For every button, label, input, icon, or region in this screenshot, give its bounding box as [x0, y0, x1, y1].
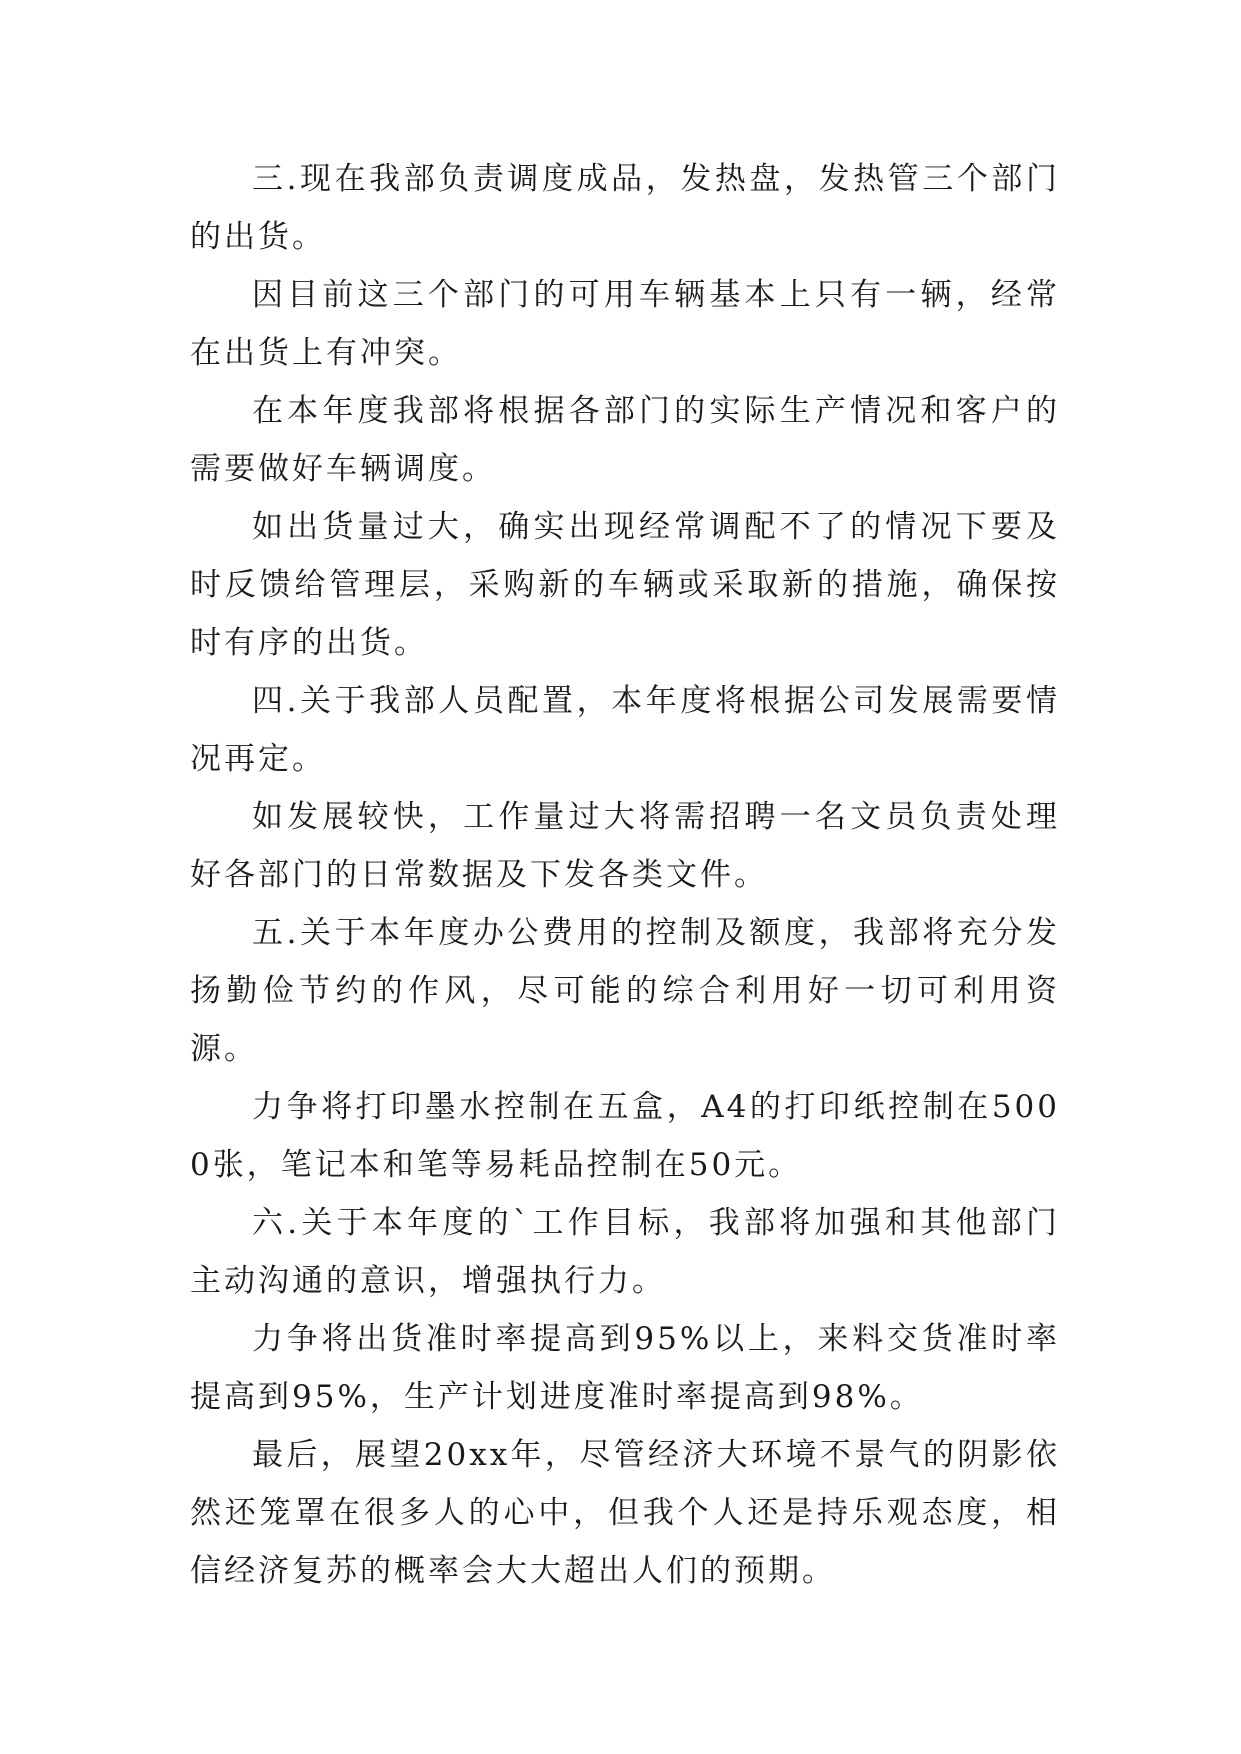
- paragraph-vehicle-conflict: 因目前这三个部门的可用车辆基本上只有一辆，经常在出货上有冲突。: [190, 277, 1060, 371]
- paragraph-office-costs: 五.关于本年度办公费用的控制及额度，我部将充分发扬勤俭节约的作风，尽可能的综合利用好一切可利用资源。: [190, 915, 1060, 1067]
- paragraph-outlook: 最后，展望20xx年，尽管经济大环境不景气的阴影依然还笼罩在很多人的心中，但我个人还是持乐观态度，相信经济复苏的概率会大大超出人们的预期。: [190, 1437, 1060, 1589]
- paragraph-dispatch-scope: 三.现在我部负责调度成品，发热盘，发热管三个部门的出货。: [190, 161, 1060, 255]
- document-body: [190, 150, 1060, 1600]
- paragraph-work-goals: 六.关于本年度的`工作目标，我部将加强和其他部门主动沟通的意识，增强执行力。: [190, 1205, 1060, 1299]
- paragraph-on-time-targets: 力争将出货准时率提高到95%以上，来料交货准时率提高到95%，生产计划进度准时率提高到98%。: [190, 1321, 1060, 1415]
- paragraph-supplies-limits: 力争将打印墨水控制在五盒，A4的打印纸控制在5000张，笔记本和笔等易耗品控制在50元。: [190, 1089, 1060, 1183]
- paragraph-staffing: 四.关于我部人员配置，本年度将根据公司发展需要情况再定。: [190, 683, 1060, 777]
- paragraph-hiring: 如发展较快，工作量过大将需招聘一名文员负责处理好各部门的日常数据及下发各类文件。: [190, 799, 1060, 893]
- paragraph-vehicle-scheduling: 在本年度我部将根据各部门的实际生产情况和客户的需要做好车辆调度。: [190, 393, 1060, 487]
- paragraph-shipping-volume: 如出货量过大，确实出现经常调配不了的情况下要及时反馈给管理层，采购新的车辆或采取新的措施，确保按时有序的出货。: [190, 509, 1060, 661]
